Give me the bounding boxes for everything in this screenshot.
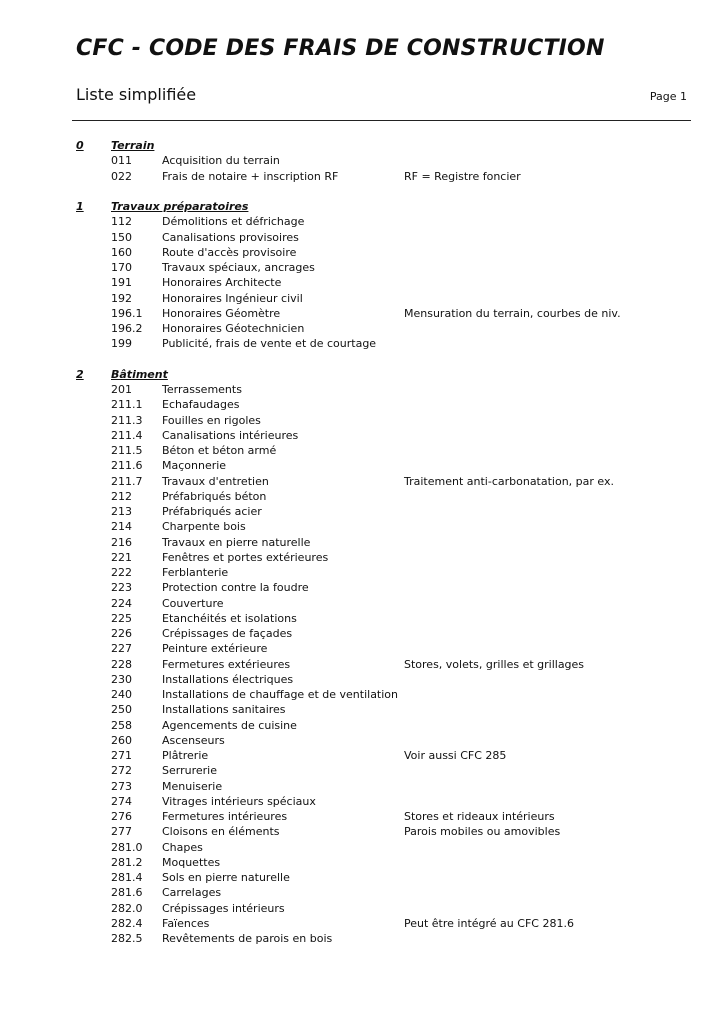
list-item	[0, 550, 724, 565]
list-item	[0, 718, 724, 733]
item-code: 022	[111, 169, 132, 183]
item-label: Peinture extérieure	[162, 642, 268, 656]
list-item	[0, 779, 724, 794]
item-code: 281.0	[111, 840, 143, 854]
group-number: 1	[76, 200, 84, 213]
item-note: Stores, volets, grilles et grillages	[404, 657, 585, 671]
item-code: 211.5	[111, 444, 143, 457]
item-code: 227	[111, 642, 132, 656]
list-item	[0, 428, 724, 443]
item-label: Installations sanitaires	[162, 703, 286, 717]
item-code: 213	[111, 505, 132, 518]
item-code: 260	[111, 733, 132, 747]
item-label: Fouilles en rigoles	[162, 413, 261, 427]
list-item	[0, 336, 724, 351]
list-item	[0, 306, 724, 321]
item-label: Crépissages de façades	[162, 627, 293, 640]
item-label: Installations électriques	[162, 672, 294, 686]
list-item	[0, 535, 724, 550]
list-item	[0, 153, 724, 168]
list-item	[0, 901, 724, 916]
item-label: Cloisons en éléments	[162, 825, 280, 839]
list-item	[0, 489, 724, 504]
list-item	[0, 931, 724, 946]
list-item	[0, 519, 724, 534]
list-item	[0, 916, 724, 931]
item-label: Charpente bois	[162, 520, 246, 534]
group-name: Bâtiment	[111, 367, 168, 381]
item-label: Faïences	[162, 916, 210, 930]
item-label: Revêtements de parois en bois	[162, 932, 333, 945]
list-item	[0, 702, 724, 717]
item-code: 150	[111, 230, 132, 244]
list-item	[0, 458, 724, 473]
item-label: Publicité, frais de vente et de courtage	[162, 337, 377, 351]
item-label: Sols en pierre naturelle	[162, 871, 290, 884]
item-code: 196.1	[111, 306, 143, 320]
item-code: 211.4	[111, 428, 143, 442]
list-item	[0, 382, 724, 397]
item-code: 282.5	[111, 932, 143, 945]
item-label: Préfabriqués béton	[162, 489, 267, 503]
list-item	[0, 855, 724, 870]
list-item	[0, 413, 724, 428]
list-item	[0, 214, 724, 229]
item-label: Canalisations intérieures	[162, 428, 299, 442]
item-label: Maçonnerie	[162, 459, 227, 473]
list-item	[0, 474, 724, 489]
item-label: Acquisition du terrain	[162, 154, 280, 168]
item-code: 192	[111, 291, 132, 305]
item-code: 212	[111, 489, 132, 503]
header-divider	[72, 120, 691, 121]
item-label: Honoraires Géomètre	[162, 306, 281, 320]
item-code: 276	[111, 810, 132, 823]
item-code: 272	[111, 764, 132, 778]
item-code: 281.2	[111, 855, 143, 869]
group-heading	[0, 138, 724, 153]
item-label: Honoraires Ingénieur civil	[162, 291, 303, 305]
list-item	[0, 687, 724, 702]
item-label: Couverture	[162, 596, 224, 610]
item-label: Vitrages intérieurs spéciaux	[162, 794, 316, 808]
list-item	[0, 672, 724, 687]
item-label: Plâtrerie	[162, 749, 209, 762]
list-item	[0, 245, 724, 260]
list-item	[0, 870, 724, 885]
item-code: 224	[111, 596, 132, 610]
item-code: 274	[111, 794, 132, 808]
list-item	[0, 657, 724, 672]
item-code: 211.1	[111, 398, 143, 412]
list-item	[0, 321, 724, 336]
list-item	[0, 840, 724, 855]
item-label: Crépissages intérieurs	[162, 901, 285, 915]
item-label: Fenêtres et portes extérieures	[162, 550, 329, 564]
item-note: Stores et rideaux intérieurs	[404, 810, 555, 823]
item-label: Protection contre la foudre	[162, 581, 309, 595]
list-item	[0, 443, 724, 458]
group-name: Travaux préparatoires	[111, 200, 249, 213]
item-code: 230	[111, 672, 132, 686]
item-label: Installations de chauffage et de ventilation	[162, 688, 399, 701]
item-label: Carrelages	[162, 886, 222, 900]
list-item	[0, 397, 724, 412]
item-label: Chapes	[162, 840, 203, 854]
item-note: RF = Registre foncier	[404, 169, 521, 183]
group-heading	[0, 367, 724, 382]
item-label: Moquettes	[162, 855, 221, 869]
item-code: 221	[111, 550, 132, 564]
list-item	[0, 275, 724, 290]
list-item	[0, 504, 724, 519]
group-heading	[0, 199, 724, 214]
document-title: CFC - CODE DES FRAIS DE CONSTRUCTION	[76, 36, 605, 61]
item-code: 282.4	[111, 916, 143, 930]
item-label: Ferblanterie	[162, 566, 229, 579]
list-item	[0, 580, 724, 595]
cfc-group	[0, 138, 724, 184]
item-label: Travaux spéciaux, ancrages	[162, 261, 315, 274]
cfc-code-list	[0, 138, 724, 962]
item-code: 222	[111, 566, 132, 579]
group-number: 0	[76, 139, 84, 152]
item-label: Menuiserie	[162, 779, 223, 793]
item-code: 277	[111, 825, 132, 839]
item-note: Parois mobiles ou amovibles	[404, 825, 561, 839]
list-item	[0, 794, 724, 809]
item-label: Serrurerie	[162, 764, 217, 778]
list-item	[0, 809, 724, 824]
item-code: 112	[111, 215, 132, 229]
item-label: Fermetures extérieures	[162, 657, 291, 671]
item-label: Travaux d'entretien	[162, 474, 269, 488]
item-code: 191	[111, 276, 132, 290]
list-item	[0, 565, 724, 580]
item-code: 228	[111, 657, 132, 671]
item-label: Route d'accès provisoire	[162, 245, 297, 259]
item-code: 281.4	[111, 871, 143, 884]
item-label: Ascenseurs	[162, 733, 225, 747]
item-label: Agencements de cuisine	[162, 718, 297, 732]
list-item	[0, 260, 724, 275]
list-item	[0, 885, 724, 900]
page-number: Page 1	[649, 90, 687, 103]
list-item	[0, 763, 724, 778]
item-label: Honoraires Architecte	[162, 276, 282, 290]
item-label: Travaux en pierre naturelle	[162, 535, 311, 549]
item-code: 226	[111, 627, 132, 640]
item-code: 211.7	[111, 474, 143, 488]
item-label: Canalisations provisoires	[162, 230, 299, 244]
item-code: 225	[111, 611, 132, 625]
item-note: Traitement anti-carbonatation, par ex.	[404, 474, 614, 488]
cfc-group	[0, 367, 724, 947]
item-code: 160	[111, 245, 132, 259]
cfc-group	[0, 199, 724, 352]
item-code: 281.6	[111, 886, 143, 900]
list-item	[0, 824, 724, 839]
list-item	[0, 748, 724, 763]
item-label: Préfabriqués acier	[162, 505, 262, 518]
list-item	[0, 291, 724, 306]
list-item	[0, 230, 724, 245]
item-label: Fermetures intérieures	[162, 810, 288, 823]
item-code: 282.0	[111, 901, 143, 915]
list-item	[0, 626, 724, 641]
item-code: 271	[111, 749, 132, 762]
list-item	[0, 733, 724, 748]
item-code: 223	[111, 581, 132, 595]
item-code: 240	[111, 688, 132, 701]
item-label: Etanchéités et isolations	[162, 611, 297, 625]
list-item	[0, 596, 724, 611]
item-code: 211.3	[111, 413, 143, 427]
item-code: 250	[111, 703, 132, 717]
list-item	[0, 169, 724, 184]
list-item	[0, 641, 724, 656]
item-note: Voir aussi CFC 285	[404, 749, 507, 762]
document-subtitle: Liste simplifiée	[76, 85, 197, 104]
item-code: 011	[111, 154, 132, 168]
item-code: 196.2	[111, 322, 143, 335]
item-label: Honoraires Géotechnicien	[162, 322, 305, 335]
item-label: Démolitions et défrichage	[162, 215, 305, 229]
list-item	[0, 611, 724, 626]
item-code: 170	[111, 261, 132, 274]
item-note: Mensuration du terrain, courbes de niv.	[404, 306, 621, 320]
item-code: 273	[111, 779, 132, 793]
item-label: Frais de notaire + inscription RF	[162, 169, 339, 183]
item-code: 201	[111, 383, 132, 396]
item-code: 211.6	[111, 459, 143, 473]
item-code: 216	[111, 535, 132, 549]
group-number: 2	[76, 367, 84, 381]
item-label: Terrassements	[162, 383, 242, 396]
item-label: Echafaudages	[162, 398, 240, 412]
item-code: 199	[111, 337, 132, 351]
item-code: 258	[111, 718, 132, 732]
group-name: Terrain	[111, 139, 155, 152]
item-label: Béton et béton armé	[162, 444, 277, 457]
item-note: Peut être intégré au CFC 281.6	[404, 916, 574, 930]
item-code: 214	[111, 520, 132, 534]
